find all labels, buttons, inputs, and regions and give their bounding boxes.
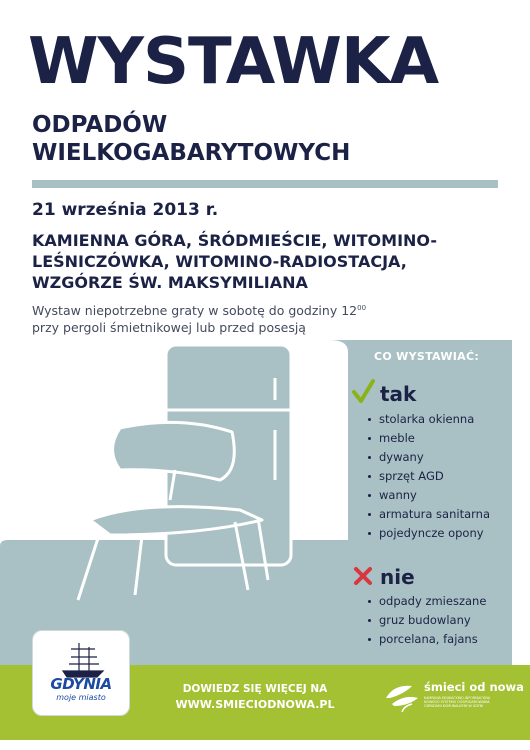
- locations-line-3: WZGÓRZE ŚW. MAKSYMILIANA: [32, 273, 308, 292]
- list-item: sprzęt AGD: [366, 467, 490, 486]
- footer-line-1: DOWIEDZ SIĘ WIĘCEJ NA: [182, 683, 328, 695]
- description-line-2: przy pergoli śmietnikowej lub przed posesją: [32, 320, 306, 336]
- description-superscript: 00: [357, 304, 367, 312]
- logo-tagline: moje miasto: [56, 693, 106, 702]
- locations-line-2: LEŚNICZÓWKA, WITOMINO-RADIOSTACJA,: [32, 252, 407, 271]
- poster-title: WYSTAWKA: [28, 25, 439, 99]
- campaign-name: śmieci od nowa: [424, 680, 524, 694]
- campaign-logo: [382, 680, 524, 720]
- allowed-label: tak: [380, 382, 417, 406]
- forbidden-items-list: [366, 592, 486, 649]
- subtitle-line-1: ODPADÓW: [32, 112, 168, 138]
- divider: [32, 180, 498, 188]
- campaign-tagline: KAMPANIA EDUKACYJNO-INFORMACYJNA NOWEGO SYSTEMU GOSPODAROWANIA ODPADAMI KOMUNALNYMI W GDYNI: [424, 696, 491, 708]
- event-description: [32, 300, 412, 336]
- list-item: dywany: [366, 448, 490, 467]
- forbidden-label: nie: [380, 565, 415, 589]
- footer-info: [160, 682, 350, 712]
- list-item: odpady zmieszane: [366, 592, 486, 611]
- logo-city-name: GDYNIA: [50, 675, 112, 693]
- allowed-heading: [352, 382, 416, 406]
- event-date: 21 września 2013 r.: [32, 200, 219, 220]
- poster-subtitle: [32, 111, 350, 167]
- list-item: meble: [366, 429, 490, 448]
- leaf-logo-icon: [382, 680, 422, 714]
- event-locations: [32, 230, 502, 293]
- what-to-put-out-heading: CO WYSTAWIAĆ:: [374, 350, 480, 363]
- description-line-1: [32, 300, 412, 319]
- gdynia-logo: [32, 630, 130, 716]
- description-text-1: Wystaw niepotrzebne graty w sobotę do godziny 12: [32, 303, 358, 319]
- list-item: wanny: [366, 486, 490, 505]
- list-item: pojedyncze opony: [366, 524, 490, 543]
- website-link[interactable]: WWW.SMIECIODNOWA.PL: [175, 698, 335, 711]
- subtitle-line-2: WIELKOGABARYTOWYCH: [32, 140, 351, 166]
- allowed-items-list: [366, 410, 490, 543]
- forbidden-heading: [352, 565, 415, 589]
- list-item: gruz budowlany: [366, 611, 486, 630]
- list-item: stolarka okienna: [366, 410, 490, 429]
- list-item: porcelana, fajans: [366, 630, 486, 649]
- ship-logo-icon: [33, 631, 129, 681]
- locations-line-1: KAMIENNA GÓRA, ŚRÓDMIEŚCIE, WITOMINO-: [32, 231, 437, 250]
- list-item: armatura sanitarna: [366, 505, 490, 524]
